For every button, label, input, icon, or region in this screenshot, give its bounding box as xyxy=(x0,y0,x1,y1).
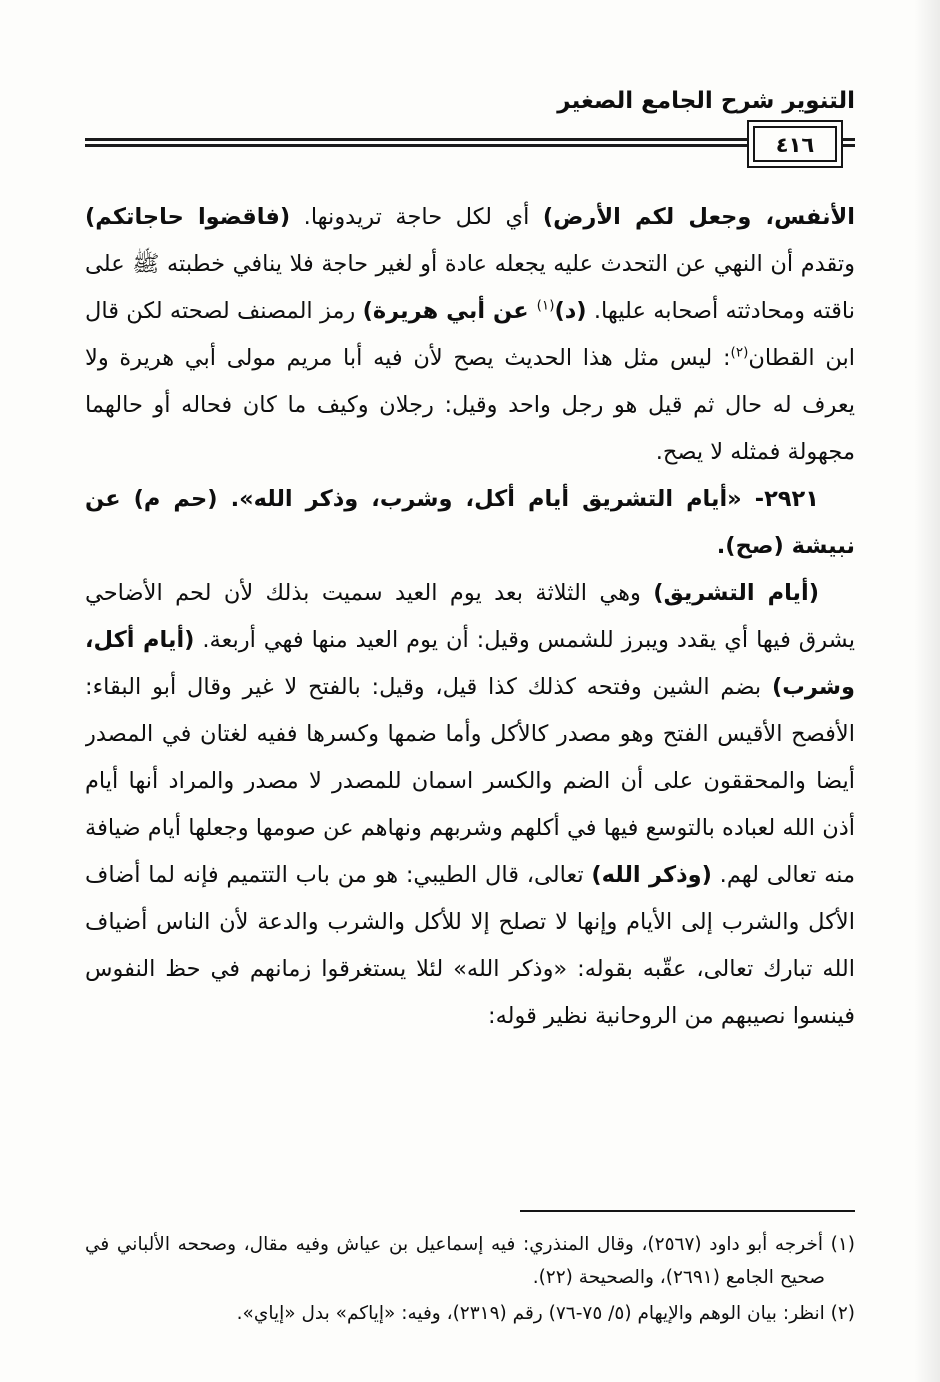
paragraph-hadith-commentary xyxy=(85,570,855,1040)
footnote-2: (٢) انظر: بيان الوهم والإيهام (٥/ ٧٥-٧٦) رقم (٢٣١٩)، وفيه: «إياكم» بدل «إياي». xyxy=(236,1303,855,1324)
hadith-matn: ٢٩٢١- «أيام التشريق أيام أكل، وشرب، وذكر الله». (حم م) عن نبيشة (صح). xyxy=(85,486,855,559)
page-number: ٤١٦ xyxy=(775,132,815,157)
main-text xyxy=(85,194,855,1200)
paragraph-hadith-2921 xyxy=(85,476,855,570)
footnote-1: (١) أخرجه أبو داود (٢٥٦٧)، وقال المنذري: فيه إسماعيل بن عياش وفيه مقال، وصححه الألباني في صحيح الجامع (٢٦٩١)، والصحيحة (٢٢). xyxy=(85,1234,855,1288)
footnote-ref-2: (٢) xyxy=(730,344,749,361)
page-number-badge xyxy=(753,126,837,162)
commentary-text: تعالى، قال الطيبي: هو من باب التتميم فإنه لما أضاف الأكل والشرب إلى الأيام وإنها لا تصلح إلا للأكل والشرب والدعة لأن الناس أضياف الله تبارك تعالى، عقّبه بقوله: «وذكر الله» لئلا يستغرقوا زمانهم في حظ النفوس فينسوا نصيبهم من الروحانية نظير قوله: xyxy=(85,862,855,1029)
hadith-lemma: (وذكر الله) xyxy=(591,862,712,888)
paragraph-previous-hadith-commentary xyxy=(85,194,855,476)
commentary-text: : ليس مثل هذا الحديث يصح لأن فيه أبا مريم مولى أبي هريرة ولا يعرف له حال ثم قيل هو رجل واحد وقيل: رجلان وكيف ما كان فحاله أو حالهما مجهولة فمثله لا يصح. xyxy=(85,345,855,465)
narrator-name: عن أبي هريرة) xyxy=(362,298,537,324)
hadith-lemma: (فاقضوا حاجاتكم) xyxy=(85,204,291,230)
commentary-text: رمز المصنف لصحته لكن قال ابن القطان xyxy=(85,298,855,371)
hadith-lemma: (أيام التشريق) xyxy=(653,580,819,606)
commentary-text: وتقدم أن النهي عن التحدث عليه يجعله عادة أو لغير حاجة فلا ينافي خطبته ﷺ على ناقته ومحادثته أصحابه عليها. xyxy=(85,251,855,324)
footnote-separator xyxy=(520,1210,855,1212)
commentary-text: وهي الثلاثة بعد يوم العيد سميت بذلك لأن لحم الأضاحي يشرق فيها أي يقدد ويبرز للشمس وقيل: أن يوم العيد منها فهي أربعة. xyxy=(85,580,855,653)
takhrij-symbol: (د) xyxy=(554,298,587,324)
hadith-lemma: (أيام أكل، وشرب) xyxy=(85,627,855,700)
footnotes-section xyxy=(85,1200,855,1330)
header-rule-row xyxy=(85,126,855,164)
footnote-ref-1: (١) xyxy=(536,297,555,314)
page-header xyxy=(85,88,855,164)
commentary-text: بضم الشين وفتحه كذلك كذا قيل، وقيل: بالفتح لا غير وقال أبو البقاء: الأفصح الأقيس الفتح وهو مصدر كالأكل وأما ضمها وكسرها ففيه لغتان في المصدر أيضا والمحققون على أن الضم والكسر اسمان للمصدر لا مصدر والمراد أنها أيام أذن الله لعباده بالتوسع فيها في أكلهم وشربهم ونهاهم عن صومها وجعلها أيام ضيافة منه تعالى لهم. xyxy=(85,674,855,888)
book-title: التنوير شرح الجامع الصغير xyxy=(557,88,855,114)
hadith-lemma: الأنفس، وجعل لكم الأرض) xyxy=(542,204,855,230)
header-double-rule xyxy=(85,138,855,147)
commentary-text: أي لكل حاجة تريدونها. xyxy=(290,204,543,230)
